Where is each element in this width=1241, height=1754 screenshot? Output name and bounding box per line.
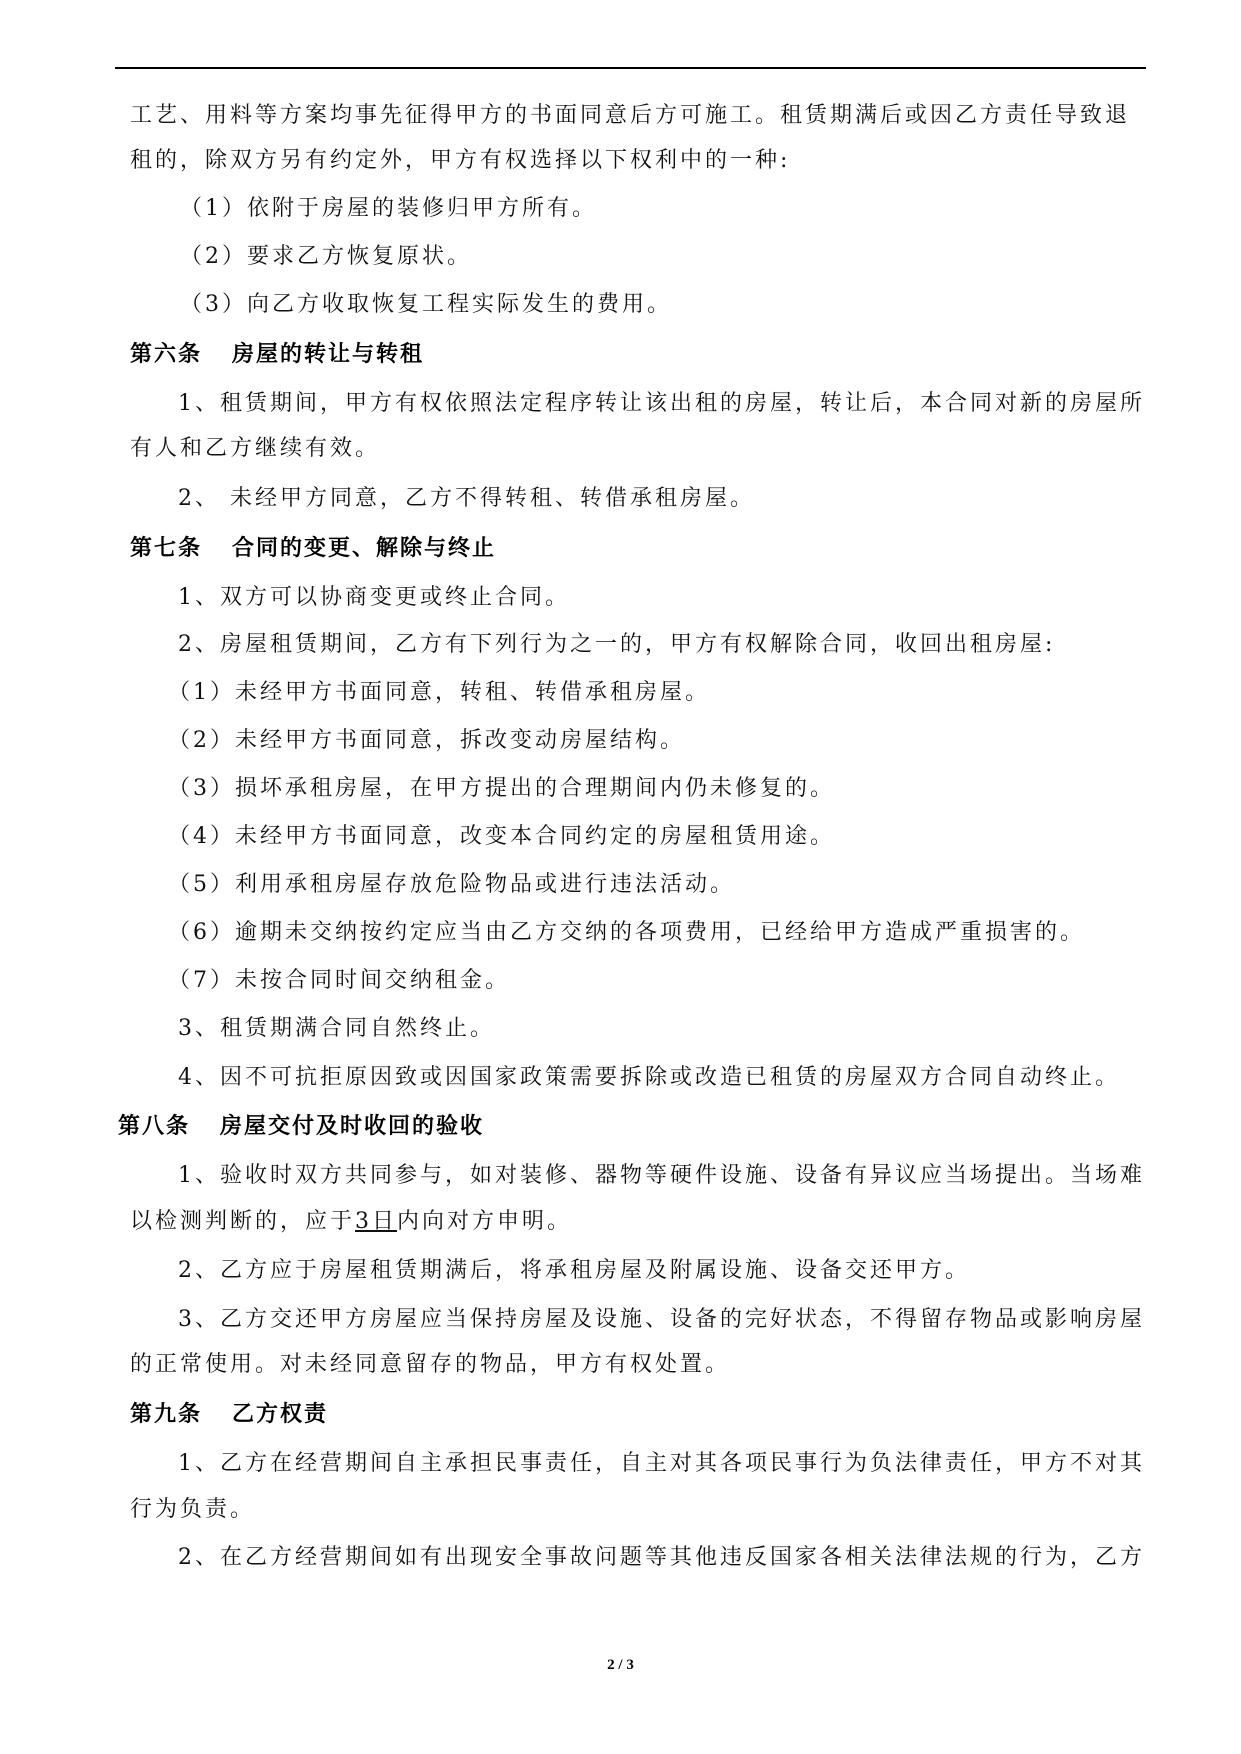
list-item: （6）逾期未交纳按约定应当由乙方交纳的各项费用，已经给甲方造成严重损害的。 (168, 920, 1085, 945)
list-item: （2）未经甲方书面同意，拆改变动房屋结构。 (168, 728, 685, 753)
list-item: 2、 未经甲方同意，乙方不得转租、转借承租房屋。 (178, 486, 755, 511)
paragraph-line: 工艺、用料等方案均事先征得甲方的书面同意后方可施工。租赁期满后或因乙方责任导致退 (130, 103, 1131, 128)
article-number: 第九条 (130, 1402, 203, 1427)
deadline-days: 3日 (355, 1209, 398, 1234)
list-item: 2、在乙方经营期间如有出现安全事故问题等其他违反国家各相关法律法规的行为，乙方 (178, 1545, 1145, 1570)
article-title: 房屋的转让与转租 (232, 342, 425, 367)
list-item: 3、乙方交还甲方房屋应当保持房屋及设施、设备的完好状态，不得留存物品或影响房屋 (178, 1307, 1145, 1332)
list-item: （3）向乙方收取恢复工程实际发生的费用。 (180, 292, 672, 317)
article-number: 第六条 (130, 342, 203, 367)
text-segment: 以检测判断的，应于 (130, 1209, 356, 1234)
list-item: 2、乙方应于房屋租赁期满后，将承租房屋及附属设施、设备交还甲方。 (178, 1258, 970, 1283)
article-title: 房屋交付及时收回的验收 (220, 1114, 485, 1139)
header-rule (115, 67, 1146, 69)
article-9-heading (130, 1400, 328, 1430)
article-number: 第八条 (118, 1114, 191, 1139)
list-item: （5）利用承租房屋存放危险物品或进行违法活动。 (168, 872, 735, 897)
page-number: 2 / 3 (607, 1657, 634, 1673)
paragraph-line: 的正常使用。对未经同意留存的物品，甲方有权处置。 (130, 1352, 731, 1377)
article-title: 合同的变更、解除与终止 (232, 536, 497, 561)
paragraph-line: 有人和乙方继续有效。 (130, 436, 381, 461)
text-segment: 内向对方申明。 (397, 1209, 573, 1234)
article-number: 第七条 (130, 536, 203, 561)
article-6-heading (130, 340, 424, 370)
list-item: （4）未经甲方书面同意，改变本合同约定的房屋租赁用途。 (168, 824, 835, 849)
paragraph-line (130, 1207, 572, 1237)
list-item: 1、租赁期间，甲方有权依照法定程序转让该出租的房屋，转让后，本合同对新的房屋所 (178, 391, 1145, 416)
article-8-heading (118, 1112, 484, 1142)
paragraph-line: 租的，除双方另有约定外，甲方有权选择以下权利中的一种: (130, 148, 791, 173)
list-item: 4、因不可抗拒原因致或因国家政策需要拆除或改造已租赁的房屋双方合同自动终止。 (178, 1065, 1120, 1090)
list-item: 1、双方可以协商变更或终止合同。 (178, 585, 570, 610)
list-item: 1、验收时双方共同参与，如对装修、器物等硬件设施、设备有异议应当场提出。当场难 (178, 1163, 1145, 1188)
list-item: 3、租赁期满合同自然终止。 (178, 1016, 495, 1041)
list-item: 2、房屋租赁期间，乙方有下列行为之一的，甲方有权解除合同，收回出租房屋: (178, 632, 1056, 657)
list-item: （3）损坏承租房屋，在甲方提出的合理期间内仍未修复的。 (168, 776, 835, 801)
list-item: （1）未经甲方书面同意，转租、转借承租房屋。 (168, 680, 710, 705)
article-title: 乙方权责 (232, 1402, 329, 1427)
list-item: （2）要求乙方恢复原状。 (180, 244, 472, 269)
article-7-heading (130, 534, 496, 564)
paragraph-line: 行为负责。 (130, 1497, 256, 1522)
list-item: （7）未按合同时间交纳租金。 (168, 968, 510, 993)
list-item: （1）依附于房屋的装修归甲方所有。 (180, 196, 597, 221)
list-item: 1、乙方在经营期间自主承担民事责任，自主对其各项民事行为负法律责任，甲方不对其 (178, 1451, 1145, 1476)
